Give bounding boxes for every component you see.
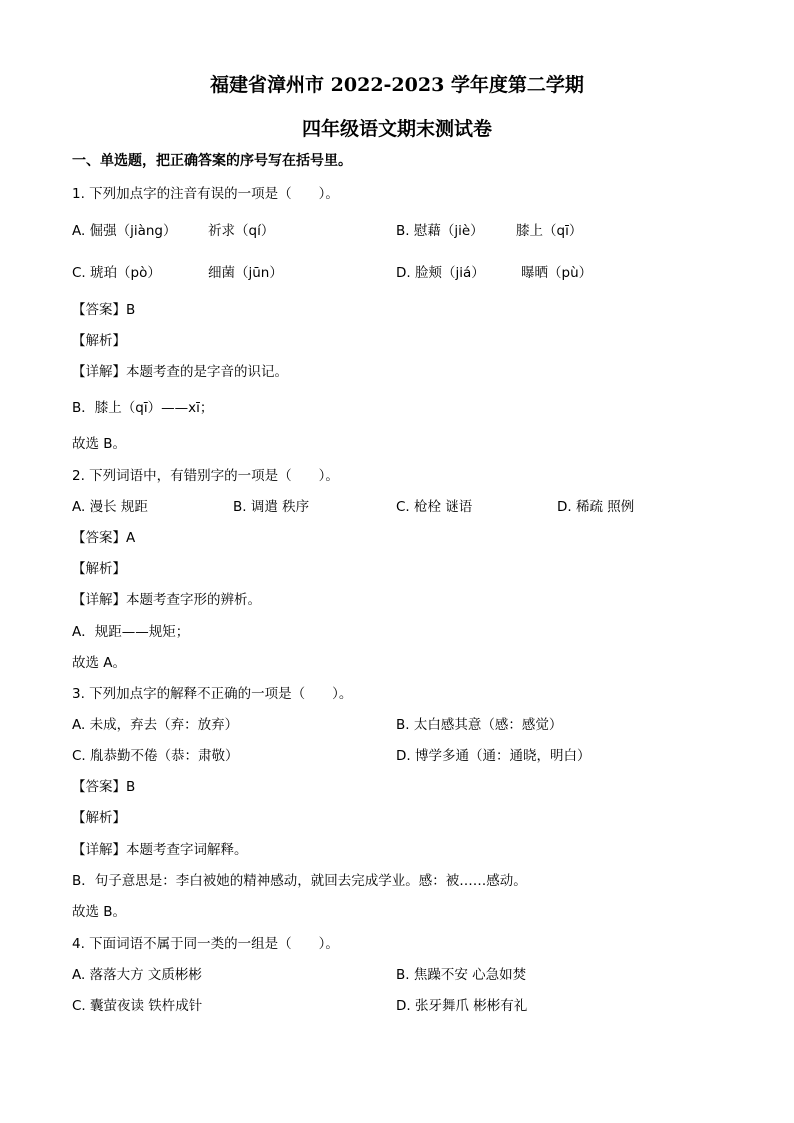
q4-option-d: D. 张牙舞爪 彬彬有礼 [396, 998, 528, 1014]
q2-option-c: C. 枪栓 谜语 [396, 499, 473, 515]
q1-analysis: 【解析】 [72, 333, 126, 349]
q2-choose: 故选 A。 [72, 655, 127, 671]
q4-stem: 4. 下面词语不属于同一类的一组是（ ）。 [72, 936, 339, 952]
q3-option-c: C. 胤恭勤不倦（恭：肃敬） [72, 748, 239, 764]
q2-answer: 【答案】A [72, 530, 136, 546]
q3-detail: 【详解】本题考查字词解释。 [72, 842, 248, 858]
q4-option-b: B. 焦躁不安 心急如焚 [396, 967, 527, 983]
q3-stem: 3. 下列加点字的解释不正确的一项是（ ）。 [72, 686, 353, 702]
q2-stem: 2. 下列词语中，有错别字的一项是（ ）。 [72, 468, 339, 484]
q3-option-b: B. 太白感其意（感：感觉） [396, 717, 563, 733]
q2-option-a: A. 漫长 规距 [72, 499, 148, 515]
q1-option-a2: 祈求（qí） [208, 223, 275, 239]
q2-option-b: B. 调遣 秩序 [233, 499, 310, 515]
q1-answer: 【答案】B [72, 302, 136, 318]
q3-option-a: A. 未成，弃去（弃：放弃） [72, 717, 239, 733]
q4-option-a: A. 落落大方 文质彬彬 [72, 967, 202, 983]
q1-option-b2: 膝上（qī） [516, 223, 583, 239]
q1-option-d1: D. 脸颊（jiá） [396, 265, 485, 281]
q1-option-a1: A. 倔强（jiàng） [72, 223, 177, 239]
q1-stem: 1. 下列加点字的注音有误的一项是（ ）。 [72, 186, 339, 202]
q3-answer: 【答案】B [72, 779, 136, 795]
q1-explain: B．膝上（qī）——xī； [72, 400, 214, 416]
exam-title-line2: 四年级语文期末测试卷 [301, 118, 492, 140]
q2-analysis: 【解析】 [72, 561, 126, 577]
q4-option-c: C. 囊萤夜读 铁杵成针 [72, 998, 203, 1014]
q1-option-b1: B. 慰藉（jiè） [396, 223, 484, 239]
q2-option-d: D. 稀疏 照例 [557, 499, 635, 515]
q1-option-c1: C. 琥珀（pò） [72, 265, 161, 281]
q1-choose: 故选 B。 [72, 436, 127, 452]
q1-option-d2: 曝晒（pù） [521, 265, 593, 281]
q2-detail: 【详解】本题考查字形的辨析。 [72, 592, 261, 608]
q2-explain: A．规距——规矩； [72, 624, 190, 640]
q3-explain: B．句子意思是：李白被她的精神感动，就回去完成学业。感：被……感动。 [72, 873, 527, 889]
exam-title-line1: 福建省漳州市 2022-2023 学年度第二学期 [210, 74, 584, 96]
q3-choose: 故选 B。 [72, 904, 127, 920]
q1-detail: 【详解】本题考查的是字音的识记。 [72, 364, 288, 380]
q1-option-c2: 细菌（jūn） [208, 265, 283, 281]
section-heading: 一、单选题，把正确答案的序号写在括号里。 [72, 153, 352, 169]
q3-analysis: 【解析】 [72, 810, 126, 826]
q3-option-d: D. 博学多通（通：通晓，明白） [396, 748, 591, 764]
